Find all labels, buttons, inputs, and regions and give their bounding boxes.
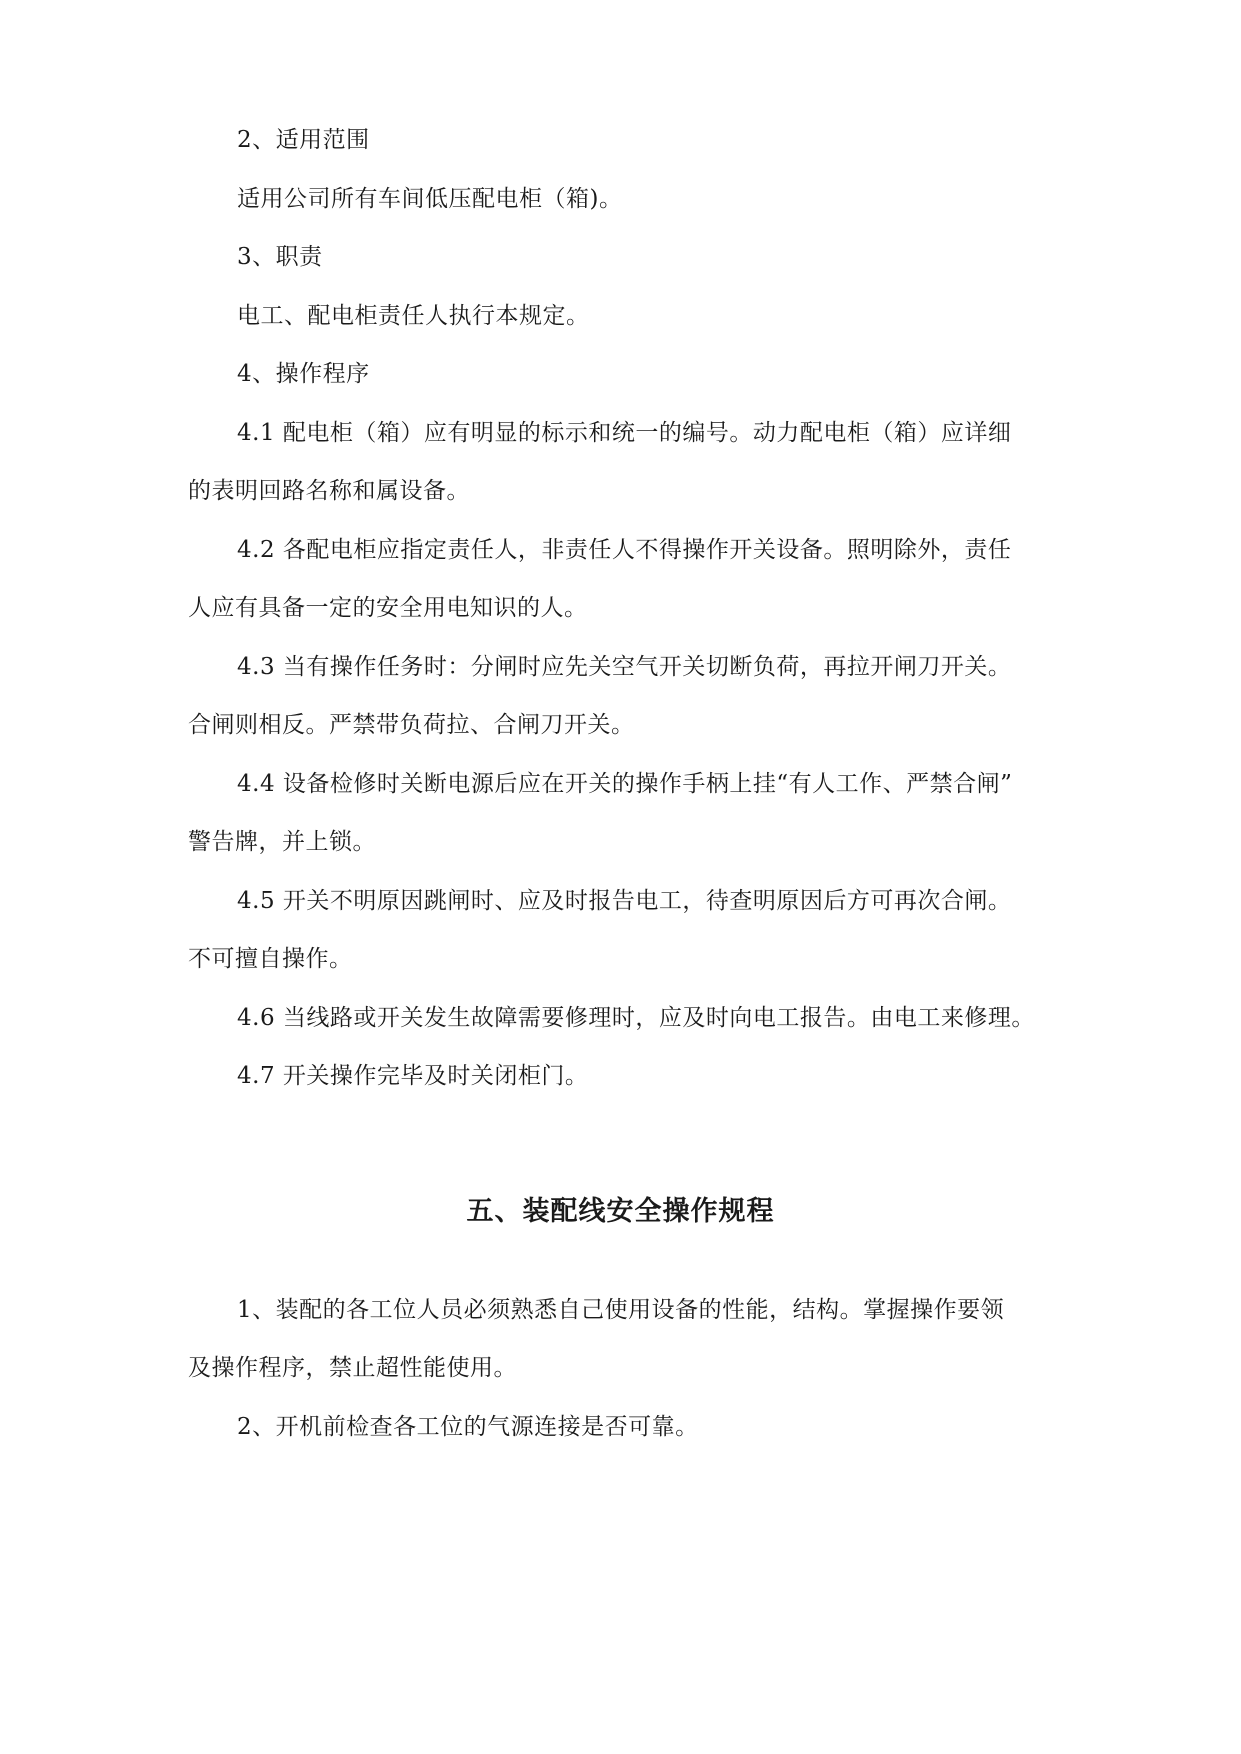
duty-heading: 3、职责 bbox=[237, 244, 323, 270]
paragraph-4-4-line-1: 4.4 设备检修时关断电源后应在开关的操作手柄上挂“有人工作、严禁合闸” bbox=[237, 771, 1013, 797]
paragraph-4-2-line-1: 4.2 各配电柜应指定责任人，非责任人不得操作开关设备。照明除外，责任 bbox=[237, 537, 1012, 563]
section-5-item-1-line-1: 1、装配的各工位人员必须熟悉自己使用设备的性能，结构。掌握操作要领 bbox=[237, 1297, 1005, 1323]
paragraph-4-3-line-2: 合闸则相反。严禁带负荷拉、合闸刀开关。 bbox=[188, 712, 635, 738]
paragraph-4-7: 4.7 开关操作完毕及时关闭柜门。 bbox=[237, 1063, 589, 1089]
paragraph-4-4-line-2: 警告牌，并上锁。 bbox=[188, 829, 376, 855]
paragraph-4-5-line-1: 4.5 开关不明原因跳闸时、应及时报告电工，待查明原因后方可再次合闸。 bbox=[237, 888, 1012, 914]
procedure-heading: 4、操作程序 bbox=[237, 361, 370, 387]
section-5-title: 五、装配线安全操作规程 bbox=[466, 1196, 775, 1227]
paragraph-4-3-line-1: 4.3 当有操作任务时：分闸时应先关空气开关切断负荷，再拉开闸刀开关。 bbox=[237, 654, 1012, 680]
paragraph-4-6: 4.6 当线路或开关发生故障需要修理时，应及时向电工报告。由电工来修理。 bbox=[237, 1005, 1035, 1031]
scope-text: 适用公司所有车间低压配电柜（箱)。 bbox=[237, 186, 623, 212]
section-5-item-2: 2、开机前检查各工位的气源连接是否可靠。 bbox=[237, 1414, 699, 1440]
paragraph-4-5-line-2: 不可擅自操作。 bbox=[188, 946, 353, 972]
paragraph-4-1-line-2: 的表明回路名称和属设备。 bbox=[188, 478, 470, 504]
section-5-item-1-line-2: 及操作程序，禁止超性能使用。 bbox=[188, 1355, 517, 1381]
paragraph-4-1-line-1: 4.1 配电柜（箱）应有明显的标示和统一的编号。动力配电柜（箱）应详细 bbox=[237, 420, 1012, 446]
duty-text: 电工、配电柜责任人执行本规定。 bbox=[237, 303, 590, 329]
scope-heading: 2、适用范围 bbox=[237, 127, 370, 153]
paragraph-4-2-line-2: 人应有具备一定的安全用电知识的人。 bbox=[188, 595, 588, 621]
